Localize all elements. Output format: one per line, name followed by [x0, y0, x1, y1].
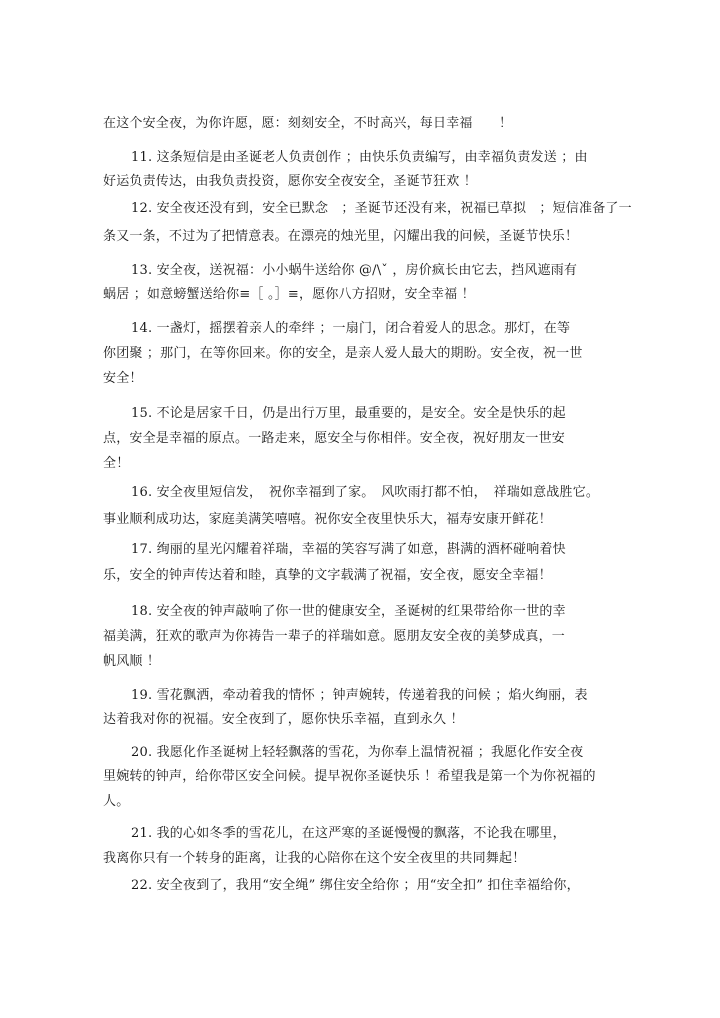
text-line: 在这个安全夜，为你许愿，愿：刻刻安全，不时高兴，每日幸福 ！	[103, 116, 513, 131]
text-line: 达着我对你的祝福。安全夜到了，愿你快乐幸福，直到永久 ！	[103, 712, 464, 727]
text-line: 16. 安全夜里短信发， 祝你幸福到了家。 风吹雨打都不怕， 祥瑞如意战胜它。	[131, 485, 600, 500]
text-line: 13. 安全夜，送祝福：小小蜗牛送给你 @/\ˇ ，房价疯长由它去，挡风遮雨有	[131, 263, 578, 278]
text-line: 11. 这条短信是由圣诞老人负责创作 ；由快乐负责编写，由幸福负责发送 ；由	[131, 150, 588, 165]
text-line: 安全！	[103, 371, 143, 386]
text-line: 22. 安全夜到了，我用“安全绳” 绑住安全给你 ；用“安全扣” 扣住幸福给你，	[131, 878, 580, 893]
text-line: 人。	[103, 794, 130, 809]
text-line: 帆风顺 ！	[103, 654, 161, 669]
text-line: 12. 安全夜还没有到，安全已默念 ；圣诞节还没有来，祝福已草拟 ；短信准备了一	[131, 201, 632, 216]
text-line: 21. 我的心如冬季的雪花儿，在这严寒的圣诞慢慢的飘落，不论我在哪里，	[131, 826, 566, 841]
text-line: 好运负责传达，由我负责投资，愿你安全夜安全，圣诞节狂欢 ！	[103, 174, 477, 189]
text-line: 我离你只有一个转身的距离，让我的心陪你在这个安全夜里的共同舞起！	[103, 851, 526, 866]
text-line: 事业顺利成功达，家庭美满笑嘻嘻。祝你安全夜里快乐大，福寿安康开鲜花！	[103, 512, 552, 527]
text-line: 条又一条，不过为了把情意表。在漂亮的烛光里，闪耀出我的问候，圣诞节快乐！	[103, 229, 579, 244]
text-line: 19. 雪花飘洒，牵动着我的情怀 ；钟声婉转，传递着我的问候 ；焰火绚丽，表	[131, 688, 588, 703]
text-line: 点，安全是幸福的原点。一路走来，愿安全与你相伴。安全夜，祝好朋友一世安	[103, 431, 566, 446]
text-line: 蜗居 ；如意螃蟹送给你≡［ 。］≡，愿你八方招财，安全幸福 ！	[103, 287, 475, 302]
text-line: 14. 一盏灯，摇摆着亲人的牵绊 ；一扇门，闭合着爱人的思念。那灯，在等	[131, 321, 571, 336]
text-line: 18. 安全夜的钟声敲响了你一世的健康安全，圣诞树的红果带给你一世的幸	[131, 604, 566, 619]
text-line: 你团聚 ；那门，在等你回来。你的安全，是亲人爱人最大的期盼。安全夜，祝一世	[103, 346, 583, 361]
text-line: 全！	[103, 456, 130, 471]
text-line: 17. 绚丽的星光闪耀着祥瑞，幸福的笑容写满了如意，斟满的酒杯碰响着快	[131, 542, 566, 557]
text-line: 15. 不论是居家千日，仍是出行万里，最重要的，是安全。安全是快乐的起	[131, 406, 566, 421]
text-line: 福美满，狂欢的歌声为你祷告一辈子的祥瑞如意。愿朋友安全夜的美梦成真，一	[103, 629, 566, 644]
text-line: 里婉转的钟声，给你带区安全问候。提早祝你圣诞快乐 ！希望我是第一个为你祝福的	[103, 769, 596, 784]
text-line: 乐，安全的钟声传达着和睦，真挚的文字载满了祝福，安全夜，愿安全幸福！	[103, 568, 552, 583]
text-line: 20. 我愿化作圣诞树上轻轻飘落的雪花，为你奉上温情祝福 ；我愿化作安全夜	[131, 745, 584, 760]
